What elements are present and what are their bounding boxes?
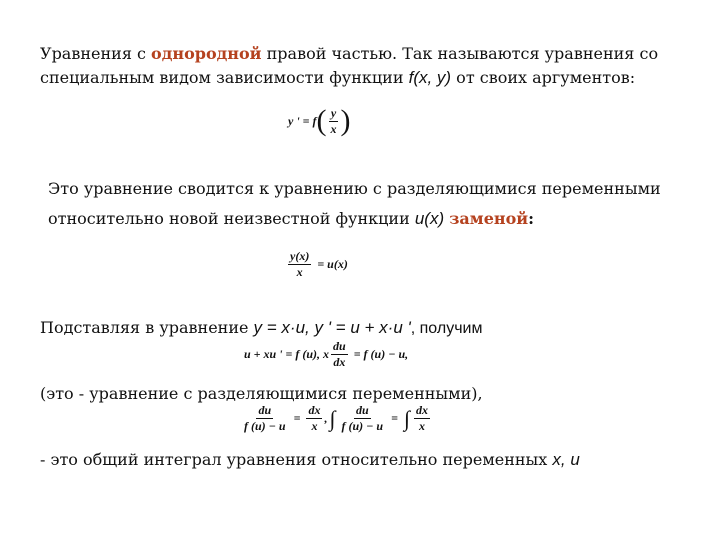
intro-text-1: Уравнения с — [40, 44, 152, 63]
formula-2-fraction — [288, 250, 311, 279]
reduction-text-1: Это уравнение сводится к уравнению с разделяющимися переменными относительно новой неизвестной функции — [48, 179, 661, 228]
integral-sign-2: ∫ — [403, 405, 410, 431]
substitution-text-2: , получим — [410, 320, 483, 337]
formula-4-den-4: x — [418, 419, 425, 433]
formula-4-eq-1: = — [293, 411, 301, 425]
formula-4-den-3: f (u) − u — [341, 419, 384, 433]
conclusion-paragraph — [40, 448, 690, 472]
highlight-substitution: заменой — [449, 209, 529, 228]
formula-4-fraction-3 — [339, 404, 385, 433]
formula-4-num-2: dx — [308, 403, 321, 417]
formula-1-fraction — [329, 107, 339, 136]
substitution-paragraph — [40, 316, 690, 341]
formula-substitution — [286, 250, 348, 279]
integral-sign-1: ∫ — [329, 405, 336, 431]
formula-3-rhs: = f (u) − u, — [353, 347, 409, 361]
formula-3-lhs: u + xu ' = f (u), x — [244, 347, 330, 361]
highlight-homogeneous: однородной — [151, 44, 262, 63]
formula-4-fraction-1 — [242, 404, 288, 433]
formula-4-num-4: dx — [415, 403, 428, 417]
conclusion-variables: x, u — [552, 450, 580, 469]
substitution-expression: y = x·u, y ' = u + x·u ' — [253, 318, 411, 337]
substitution-text-1: Подставляя в уравнение — [40, 318, 254, 337]
paren-right: ) — [340, 104, 351, 137]
formula-4-num-1: du — [258, 403, 272, 417]
formula-2-den: x — [296, 265, 303, 279]
paren-left: ( — [316, 104, 327, 137]
formula-3-den: dx — [333, 355, 346, 369]
formula-4-den-1: f (u) − u — [244, 419, 286, 433]
function-notation: f(x, y) — [408, 68, 452, 87]
formula-integral — [240, 404, 432, 433]
formula-1-lhs: y ' = f — [288, 113, 317, 128]
formula-4-num-3: du — [355, 403, 369, 417]
formula-4-fraction-4 — [414, 404, 430, 433]
conclusion-text: - это общий интеграл уравнения относительно переменных — [40, 450, 553, 469]
reduction-paragraph — [48, 174, 698, 234]
formula-4-eq-2: = — [391, 411, 398, 425]
formula-4-den-2: x — [311, 419, 318, 433]
formula-1-num: y — [330, 105, 337, 120]
formula-2-num: y(x) — [290, 249, 310, 263]
formula-1-den: x — [330, 121, 337, 136]
intro-text-2: правой частью. Так называются уравнения со специальным видом зависимости функции — [40, 44, 659, 87]
formula-homogeneous — [288, 106, 351, 136]
new-function-notation: u(x) — [414, 209, 445, 228]
formula-3-fraction — [331, 340, 348, 369]
formula-4-fraction-2 — [306, 404, 322, 433]
formula-derived — [244, 340, 408, 369]
formula-3-num: du — [333, 339, 346, 353]
intro-paragraph — [40, 42, 690, 90]
formula-4-comma: , — [324, 411, 328, 425]
intro-text-3: от своих аргументов: — [451, 68, 636, 87]
reduction-colon: : — [528, 209, 535, 228]
formula-2-rhs: = u(x) — [317, 257, 348, 271]
separable-note: (это - уравнение с разделяющимися переменными), — [40, 384, 483, 403]
